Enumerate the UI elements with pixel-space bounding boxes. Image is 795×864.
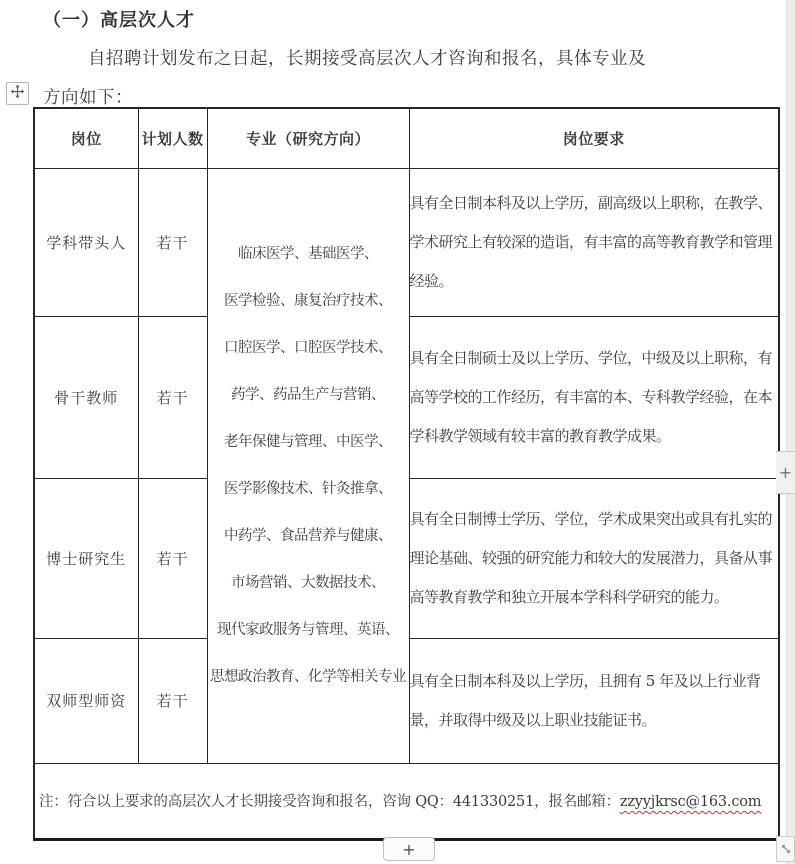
majors-line: 医学影像技术、针灸推拿、 xyxy=(224,480,392,497)
majors-line: 药学、药品生产与营销、 xyxy=(231,386,385,403)
contact-email: zzyyjkrsc@163.com xyxy=(619,794,762,810)
table-move-handle[interactable] xyxy=(6,82,29,105)
majors-line: 临床医学、基础医学、 xyxy=(238,245,378,262)
majors-line: 中药学、食品营养与健康、 xyxy=(224,527,392,544)
table-header-row xyxy=(34,108,779,168)
count-cell: 若干 xyxy=(138,168,207,316)
scrollbar-track[interactable] xyxy=(786,0,795,864)
majors-line: 口腔医学、口腔医学技术、 xyxy=(224,339,392,356)
table-resize-handle[interactable] xyxy=(776,836,795,862)
position-cell: 双师型师资 xyxy=(34,638,138,763)
section-heading: （一）高层次人才 xyxy=(43,10,195,31)
majors-line: 老年保健与管理、中医学、 xyxy=(224,433,392,450)
position-cell: 学科带头人 xyxy=(34,168,138,316)
position-cell: 骨干教师 xyxy=(34,316,138,478)
majors-line: 思想政治教育、化学等相关专业 xyxy=(210,668,406,685)
recruitment-table xyxy=(33,107,780,841)
intro-line-1: 自招聘计划发布之日起，长期接受高层次人才咨询和报名，具体专业及 xyxy=(88,49,646,69)
intro-line-2: 方向如下： xyxy=(43,88,133,108)
majors-line: 医学检验、康复治疗技术、 xyxy=(224,292,392,309)
table-row xyxy=(34,168,779,316)
position-cell: 博士研究生 xyxy=(34,478,138,638)
majors-line: 现代家政服务与管理、英语、 xyxy=(217,621,399,638)
table-note xyxy=(34,763,779,839)
requirement-cell: 具有全日制本科及以上学历，副高级以上职称，在教学、学术研究上有较深的造诣，有丰富的高等教育教学和管理经验。 xyxy=(409,168,779,316)
count-cell: 若干 xyxy=(138,316,207,478)
move-icon xyxy=(10,84,25,103)
column-header-requirement: 岗位要求 xyxy=(409,108,779,168)
column-header-major: 专业（研究方向） xyxy=(207,108,409,168)
note-text: 注：符合以上要求的高层次人才长期接受咨询和报名，咨询 QQ：441330251，报名邮箱： xyxy=(39,794,620,810)
requirement-cell: 具有全日制本科及以上学历，且拥有 5 年及以上行业背景，并取得中级及以上职业技能证书。 xyxy=(409,638,779,763)
column-header-position: 岗位 xyxy=(34,108,138,168)
plus-icon: + xyxy=(402,839,416,859)
count-cell: 若干 xyxy=(138,478,207,638)
majors-cell xyxy=(207,168,409,763)
plus-icon: + xyxy=(778,463,793,482)
add-row-button[interactable] xyxy=(383,837,435,861)
column-header-count: 计划人数 xyxy=(138,108,207,168)
table-note-row xyxy=(34,763,779,839)
count-cell: 若干 xyxy=(138,638,207,763)
expand-right-button[interactable] xyxy=(776,451,795,494)
resize-diagonal-icon xyxy=(780,840,792,859)
majors-line: 市场营销、大数据技术、 xyxy=(231,574,385,591)
requirement-cell: 具有全日制硕士及以上学历、学位，中级及以上职称，有高等学校的工作经历，有丰富的本、专科教学经验，在本学科教学领域有较丰富的教育教学成果。 xyxy=(409,316,779,478)
requirement-cell: 具有全日制博士学历、学位，学术成果突出或具有扎实的理论基础、较强的研究能力和较大的发展潜力，具备从事高等教育教学和独立开展本学科科学研究的能力。 xyxy=(409,478,779,638)
